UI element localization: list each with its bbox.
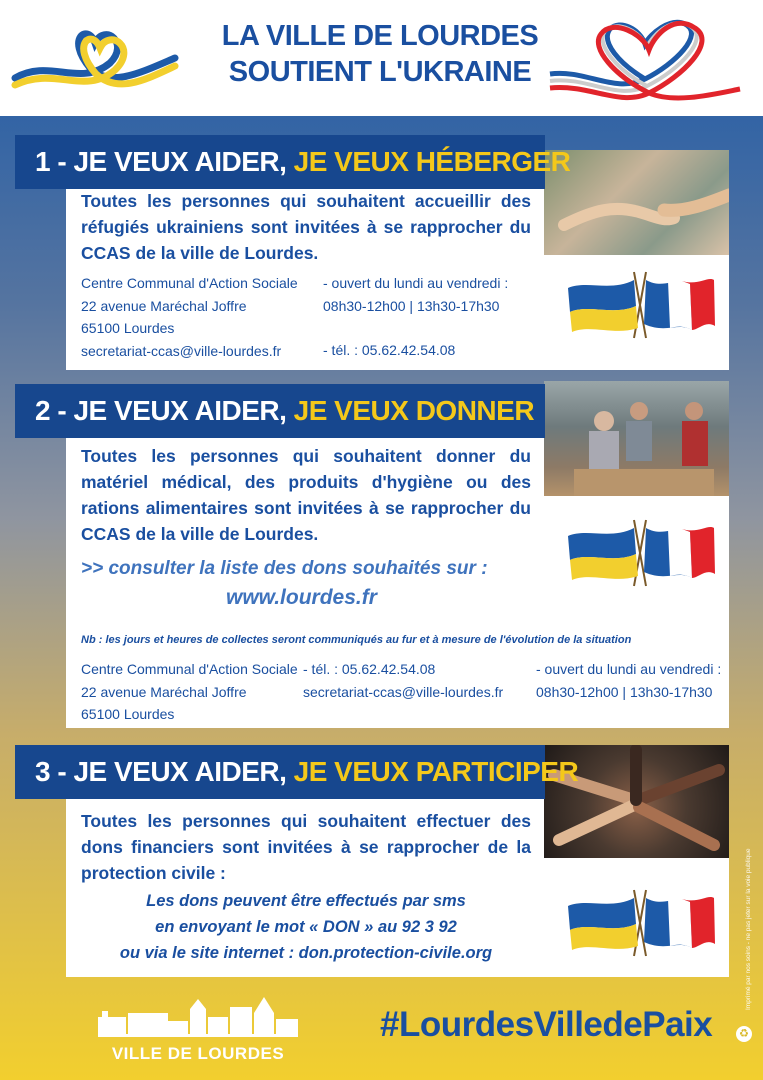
section1-intro: Toutes les personnes qui souhaitent accueillir des réfugiés ukrainiens sont invitées à se rapprocher du CCAS de la ville de Lourdes. <box>81 191 531 263</box>
hashtag: #LourdesVilledePaix <box>380 1005 713 1044</box>
section3-sms <box>81 888 531 966</box>
section2-banner-yellow: JE VEUX DONNER <box>293 395 535 426</box>
section2-link-url[interactable]: www.lourdes.fr <box>226 586 377 609</box>
section1-banner-white: 1 - JE VEUX AIDER, <box>35 146 287 177</box>
section1-address-line3: 65100 Lourdes <box>81 320 175 336</box>
section2-link-line1: >> consulter la liste des dons souhaités sur : <box>81 558 488 579</box>
section2-address <box>81 658 298 726</box>
section2-intro: Toutes les personnes qui souhaitent donner du matériel médical, des produits d'hygiène ou des rations alimentaires sont invitées à se rapprocher du CCAS de la ville de Lourdes. <box>81 446 531 544</box>
page-title-line1: LA VILLE DE LOURDES <box>221 20 539 52</box>
section1-banner <box>15 135 571 189</box>
section2-note: Nb : les jours et heures de collectes seront communiqués au fur et à mesure de l'évolution de la situation <box>81 634 632 646</box>
city-logo-name: VILLE DE LOURDES <box>111 1044 285 1063</box>
city-logo <box>98 995 298 1064</box>
print-notice: Imprimé par nos soins - ne pas jeter sur la voie publique <box>745 848 752 1010</box>
ukraine-france-flags-icon <box>566 888 716 958</box>
hands-photo-icon <box>544 150 729 255</box>
recycle-icon: ♻ <box>736 1026 752 1042</box>
section1-address-line2: 22 avenue Maréchal Joffre <box>81 297 247 314</box>
section1-hours <box>323 272 508 317</box>
section3-sms-line3[interactable]: ou via le site internet : don.protection-civile.org <box>119 944 493 962</box>
section2-address-line1: Centre Communal d'Action Sociale <box>81 661 298 677</box>
section1-banner-yellow: JE VEUX HÉBERGER <box>293 146 571 177</box>
section2-address-line3: 65100 Lourdes <box>81 706 175 722</box>
section3-sms-line2: en envoyant le mot « DON » au 92 3 92 <box>155 918 457 936</box>
city-skyline-icon <box>98 995 298 1037</box>
section2-hours <box>536 658 721 703</box>
section3-intro: Toutes les personnes qui souhaitent effectuer des dons financiers sont invitées à se rapprocher de la protection civile : <box>81 811 531 883</box>
page-title <box>180 18 580 90</box>
ukraine-france-flags-icon <box>566 518 716 588</box>
header <box>0 0 763 116</box>
section2-banner-white: 2 - JE VEUX AIDER, <box>35 395 287 426</box>
section3-banner-white: 3 - JE VEUX AIDER, <box>35 756 287 787</box>
section1-hours-label: - ouvert du lundi au vendredi : <box>323 275 509 291</box>
section2-address-line2: 22 avenue Maréchal Joffre <box>81 683 247 700</box>
volunteers-photo-icon <box>544 381 729 496</box>
section2-phone: - tél. : 05.62.42.54.08 <box>303 661 436 677</box>
france-heart-ribbon-icon <box>545 14 745 104</box>
section1-email[interactable]: secretariat-ccas@ville-lourdes.fr <box>81 342 282 359</box>
section2-card <box>66 398 729 728</box>
section2-hours-value: 08h30-12h00 | 13h30-17h30 <box>536 683 713 700</box>
section3-sms-line1: Les dons peuvent être effectués par sms <box>146 892 466 910</box>
page-title-line2: SOUTIENT L'UKRAINE <box>228 56 532 88</box>
section1-address-line1: Centre Communal d'Action Sociale <box>81 275 298 291</box>
section2-email[interactable]: secretariat-ccas@ville-lourdes.fr <box>303 683 504 700</box>
section1-phone: - tél. : 05.62.42.54.08 <box>323 342 456 358</box>
section2-contact <box>303 658 503 703</box>
section1-hours-value: 08h30-12h00 | 13h30-17h30 <box>323 297 500 314</box>
section2-banner <box>15 384 545 438</box>
section1-address <box>81 272 298 362</box>
ukraine-france-flags-icon <box>566 270 716 340</box>
section3-banner-yellow: JE VEUX PARTICIPER <box>293 756 579 787</box>
ukraine-heart-ribbon-icon <box>10 18 180 98</box>
section2-hours-label: - ouvert du lundi au vendredi : <box>536 661 722 677</box>
section3-banner <box>15 745 579 799</box>
